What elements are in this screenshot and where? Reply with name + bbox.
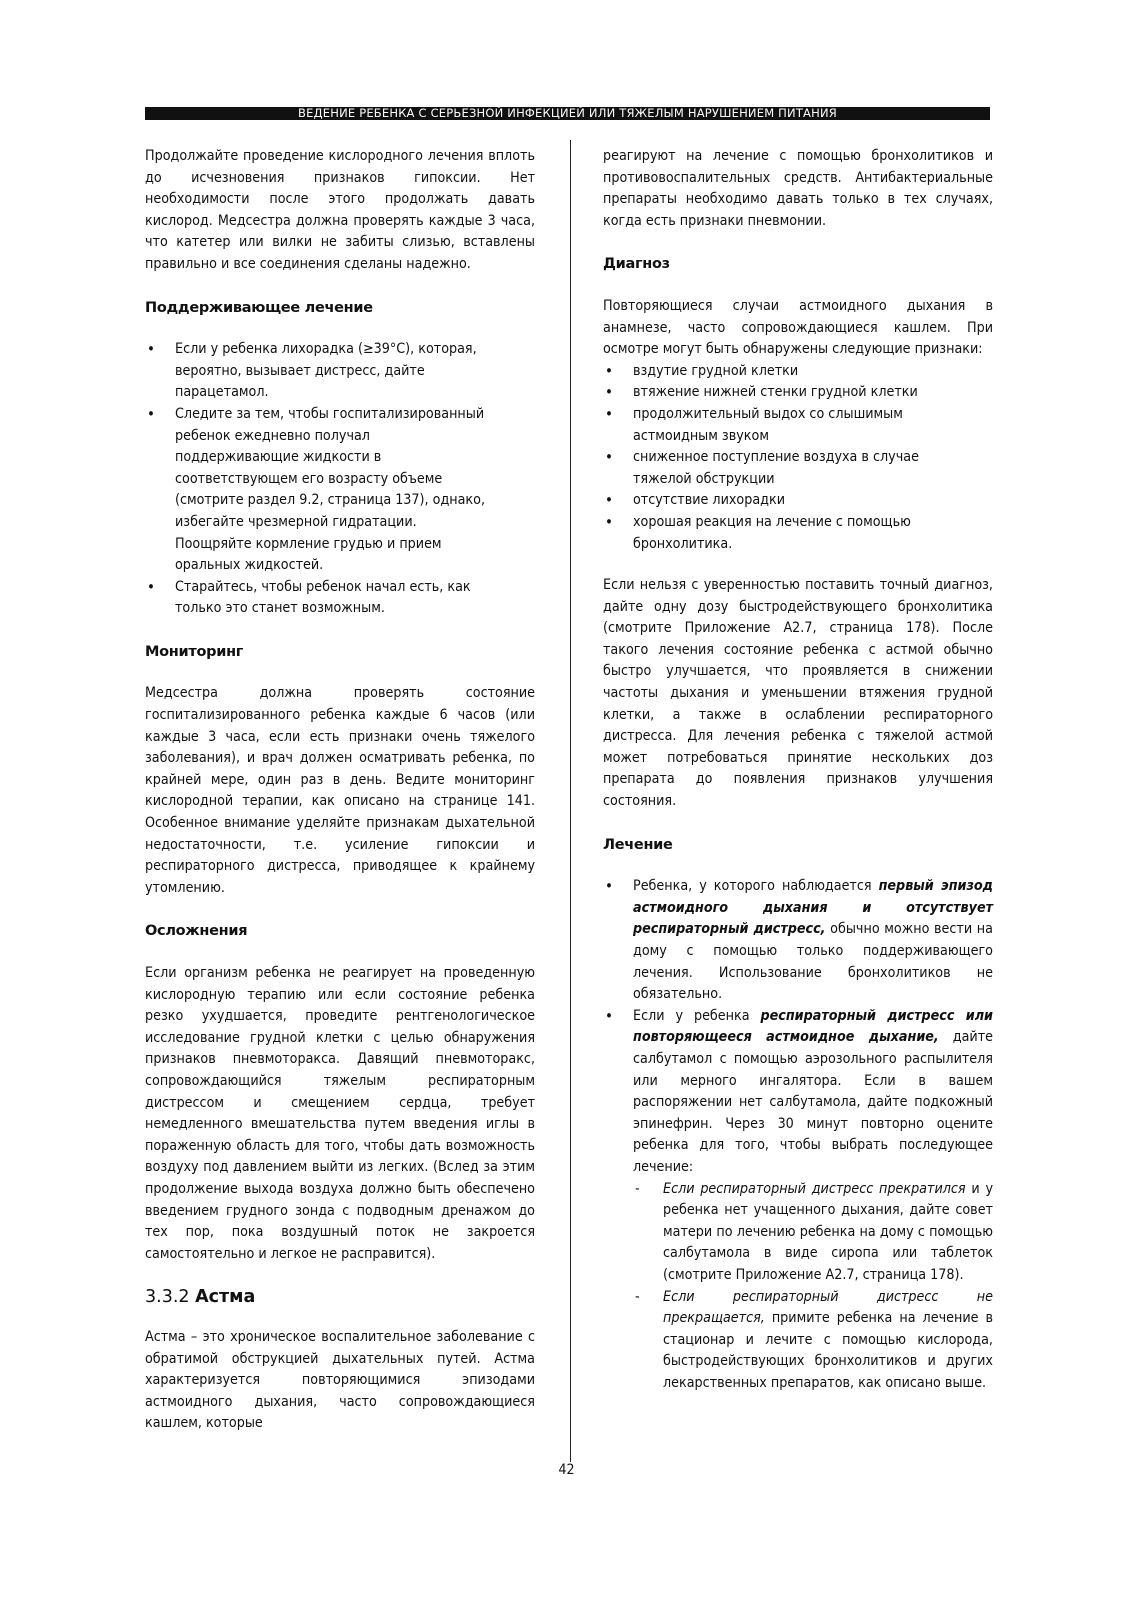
subsection-name: Астма xyxy=(195,1287,256,1308)
list-item: • сниженное поступление воздуха в случае тяжелой обструкции xyxy=(603,447,933,490)
emphasis-text: респираторный дистресс или повторяющееся астмоидное дыхание, xyxy=(633,1007,994,1046)
diagnosis-signs-list xyxy=(603,361,993,555)
text-run: Если у ребенка xyxy=(633,1007,761,1024)
running-header: ВЕДЕНИЕ РЕБЕНКА С СЕРЬЕЗНОЙ ИНФЕКЦИЕЙ ИЛИ ТЯЖЕЛЫМ НАРУШЕНИЕМ ПИТАНИЯ xyxy=(145,107,990,120)
emphasis-text: Если респираторный дистресс не прекращается, xyxy=(663,1288,993,1327)
emphasis-text: Если респираторный дистресс прекратился xyxy=(663,1180,966,1197)
page-number: 42 xyxy=(558,1462,575,1478)
heading-diagnosis: Диагноз xyxy=(603,256,670,273)
heading-treatment: Лечение xyxy=(603,836,673,853)
list-item: • продолжительный выдох со слышимым астмоидным звуком xyxy=(603,404,933,447)
heading-monitoring: Мониторинг xyxy=(145,643,244,660)
continued-paragraph: реагируют на лечение с помощью бронхолитиков и противовоспалительных средств. Антибактериальные препараты необходимо давать только в тех случаях, когда есть признаки пневмонии. xyxy=(603,148,993,229)
list-item: • Следите за тем, чтобы госпитализированный ребенок ежедневно получал поддерживающие жидкости в соответствующем его возрасту объеме (смотрите раздел 9.2, страница 137), однако, избегайте чрезмерной гидратации. Поощряйте кормление грудью и прием оральных жидкостей. xyxy=(145,404,495,577)
list-item xyxy=(603,1006,993,1395)
heading-complications: Осложнения xyxy=(145,923,248,940)
list-item xyxy=(603,876,993,1006)
subsection-title xyxy=(145,1287,535,1309)
sublist-item xyxy=(633,1179,993,1287)
supportive-care-list xyxy=(145,339,535,620)
sublist-item xyxy=(633,1287,993,1395)
text-run: обычно можно вести на дому с помощью только поддерживающего лечения. Использование бронхолитиков не обязательно. xyxy=(633,921,993,1003)
complications-paragraph: Если организм ребенка не реагирует на проведенную кислородную терапию или если состояние ребенка резко ухудшается, проведите рентгенологическое исследование грудной клетки с целью обнаружения признаков пневмоторакса. Давящий пневмоторакс, сопровождающийся тяжелым респираторным дистрессом и смещением сердца, требует немедленного вмешательства путем введения иглы в пораженную область для того, чтобы дать возможность воздуху под давлением выйти из легких. (Вслед за этим продолжение выхода воздуха должно быть обеспечено введением грудного зонда с подводным дренажом до тех пор, пока воздушный поток не закроется самостоятельно и легкое не расправится). xyxy=(145,965,535,1262)
text-run: дайте салбутамол с помощью аэрозольного распылителя или мерного ингалятора. Если в вашем распоряжении нет салбутамола, дайте подкожный эпинефрин. Через 30 минут повторно оцените ребенка для того, чтобы выбрать последующее лечение: xyxy=(633,1029,994,1175)
subsection-number: 3.3.2 xyxy=(145,1287,190,1308)
list-item: • Старайтесь, чтобы ребенок начал есть, как только это станет возможным. xyxy=(145,577,495,620)
text-run: и у ребенка нет учащенного дыхания, дайте совет матери по лечению ребенка на дому с помощью салбутамола в виде сиропа или таблеток (смотрите Приложение A2.7, страница 178). xyxy=(663,1180,994,1283)
list-item: • вздутие грудной клетки xyxy=(603,361,933,383)
monitoring-paragraph: Медсестра должна проверять состояние госпитализированного ребенка каждые 6 часов (или каждые 3 часа, если есть признаки очень тяжелого заболевания), и врач должен осматривать ребенка, по крайней мере, один раз в день. Ведите мониторинг кислородной терапии, как описано на странице 141. Особенное внимание уделяйте признакам дыхательной недостаточности, т.е. усиление гипоксии и респираторного дистресса, приводящее к крайнему утомлению. xyxy=(145,685,535,896)
list-item: • отсутствие лихорадки xyxy=(603,490,933,512)
emphasis-text: первый эпизод астмоидного дыхания и отсутствует респираторный дистресс, xyxy=(633,878,993,938)
intro-paragraph: Продолжайте проведение кислородного лечения вплоть до исчезновения признаков гипоксии. Нет необходимости после этого продолжать давать кислород. Медсестра должна проверять каждые 3 часа, что катетер или вилки не забиты слизью, вставлены правильно и все соединения сделаны надежно. xyxy=(145,148,535,272)
right-column xyxy=(603,146,993,1394)
text-run: Ребенка, у которого наблюдается xyxy=(633,878,879,895)
list-item: • Если у ребенка лихорадка (≥39°C), которая, вероятно, вызывает дистресс, дайте парацетамол. xyxy=(145,339,495,404)
list-item: • хорошая реакция на лечение с помощью бронхолитика. xyxy=(603,512,933,555)
diagnosis-intro: Повторяющиеся случаи астмоидного дыхания в анамнезе, часто сопровождающиеся кашлем. При осмотре могут быть обнаружены следующие признаки: xyxy=(603,297,993,358)
list-item: • втяжение нижней стенки грудной клетки xyxy=(603,382,933,404)
asthma-paragraph: Астма – это хроническое воспалительное заболевание с обратимой обструкцией дыхательных путей. Астма характеризуется повторяющимися эпизодами астмоидного дыхания, часто сопровождающиеся кашлем, которые xyxy=(145,1328,535,1432)
left-column xyxy=(145,146,535,1435)
treatment-list xyxy=(603,876,993,1394)
reassessment-sublist xyxy=(633,1179,993,1395)
heading-supportive-care: Поддерживающее лечение xyxy=(145,299,373,316)
text-run: примите ребенка на лечение в стационар и лечите с помощью кислорода, быстродействующих бронхолитиков и других лекарственных препаратов, как описано выше. xyxy=(663,1310,993,1391)
diagnosis-paragraph: Если нельзя с уверенностью поставить точный диагноз, дайте одну дозу быстродействующего бронхолитика (смотрите Приложение A2.7, страница 178). После такого лечения состояние ребенка с астмой обычно быстро улучшается, что проявляется в снижении частоты дыхания и уменьшении втяжения грудной клетки, а также в ослаблении респираторного дистресса. Для лечения ребенка с тяжелой астмой может потребоваться принятие нескольких доз препарата до появления признаков улучшения состояния. xyxy=(603,577,993,810)
column-divider xyxy=(570,140,571,1462)
